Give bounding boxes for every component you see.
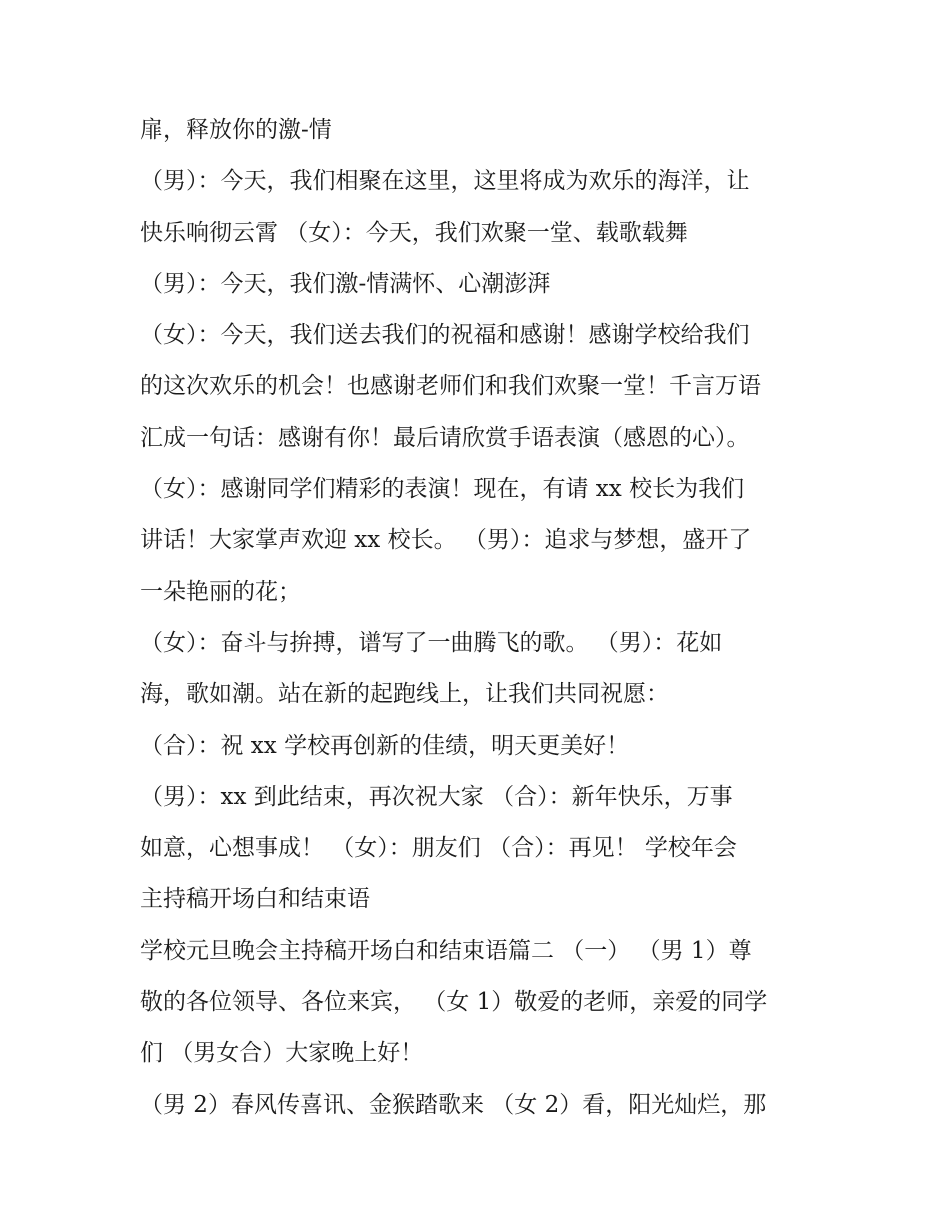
text-line: 敬的各位领导、各位来宾， （女 1）敬爱的老师，亲爱的同学 (140, 989, 768, 1016)
text-line: 的这次欢乐的机会！也感谢老师们和我们欢聚一堂！千言万语 (140, 373, 761, 400)
text-line: （女）：感谢同学们精彩的表演！现在，有请 xx 校长为我们 (140, 476, 745, 503)
text-line: （女）：今天，我们送去我们的祝福和感谢！感谢学校给我们 (140, 322, 750, 349)
text-line: 学校元旦晚会主持稿开场白和结束语篇二 （一） （男 1）尊 (140, 937, 752, 964)
document-body (140, 105, 820, 1131)
text-line: 海，歌如潮。站在新的起跑线上，让我们共同祝愿： (140, 681, 669, 708)
text-line: 快乐响彻云霄 （女）：今天，我们欢聚一堂、载歌载舞 (140, 219, 688, 246)
text-line: （男 2）春风传喜讯、金猴踏歌来 （女 2）看，阳光灿烂，那 (140, 1091, 767, 1118)
text-line: （男）：今天，我们激-情满怀、心潮澎湃 (140, 270, 551, 297)
text-line: 讲话！大家掌声欢迎 xx 校长。 （男）：追求与梦想，盛开了 (140, 527, 752, 554)
text-line: （女）：奋斗与拚搏，谱写了一曲腾飞的歌。 （男）：花如 (140, 629, 723, 656)
text-line: 一朵艳丽的花； (140, 578, 301, 605)
text-line: 主持稿开场白和结束语 (140, 886, 370, 913)
text-line: （合）：祝 xx 学校再创新的佳绩，明天更美好！ (140, 732, 630, 759)
text-line: 如意，心想事成！ （女）：朋友们 （合）：再见！ 学校年会 (140, 835, 737, 862)
text-line: （男）：xx 到此结束，再次祝大家 （合）：新年快乐，万事 (140, 783, 733, 810)
text-line: 汇成一句话：感谢有你！最后请欣赏手语表演（感恩的心）。 (140, 424, 750, 451)
text-line: 扉，释放你的激-情 (140, 117, 332, 143)
text-line: （男）：今天，我们相聚在这里，这里将成为欢乐的海洋，让 (140, 168, 750, 195)
text-line: 们 （男女合）大家晚上好！ (140, 1040, 424, 1067)
